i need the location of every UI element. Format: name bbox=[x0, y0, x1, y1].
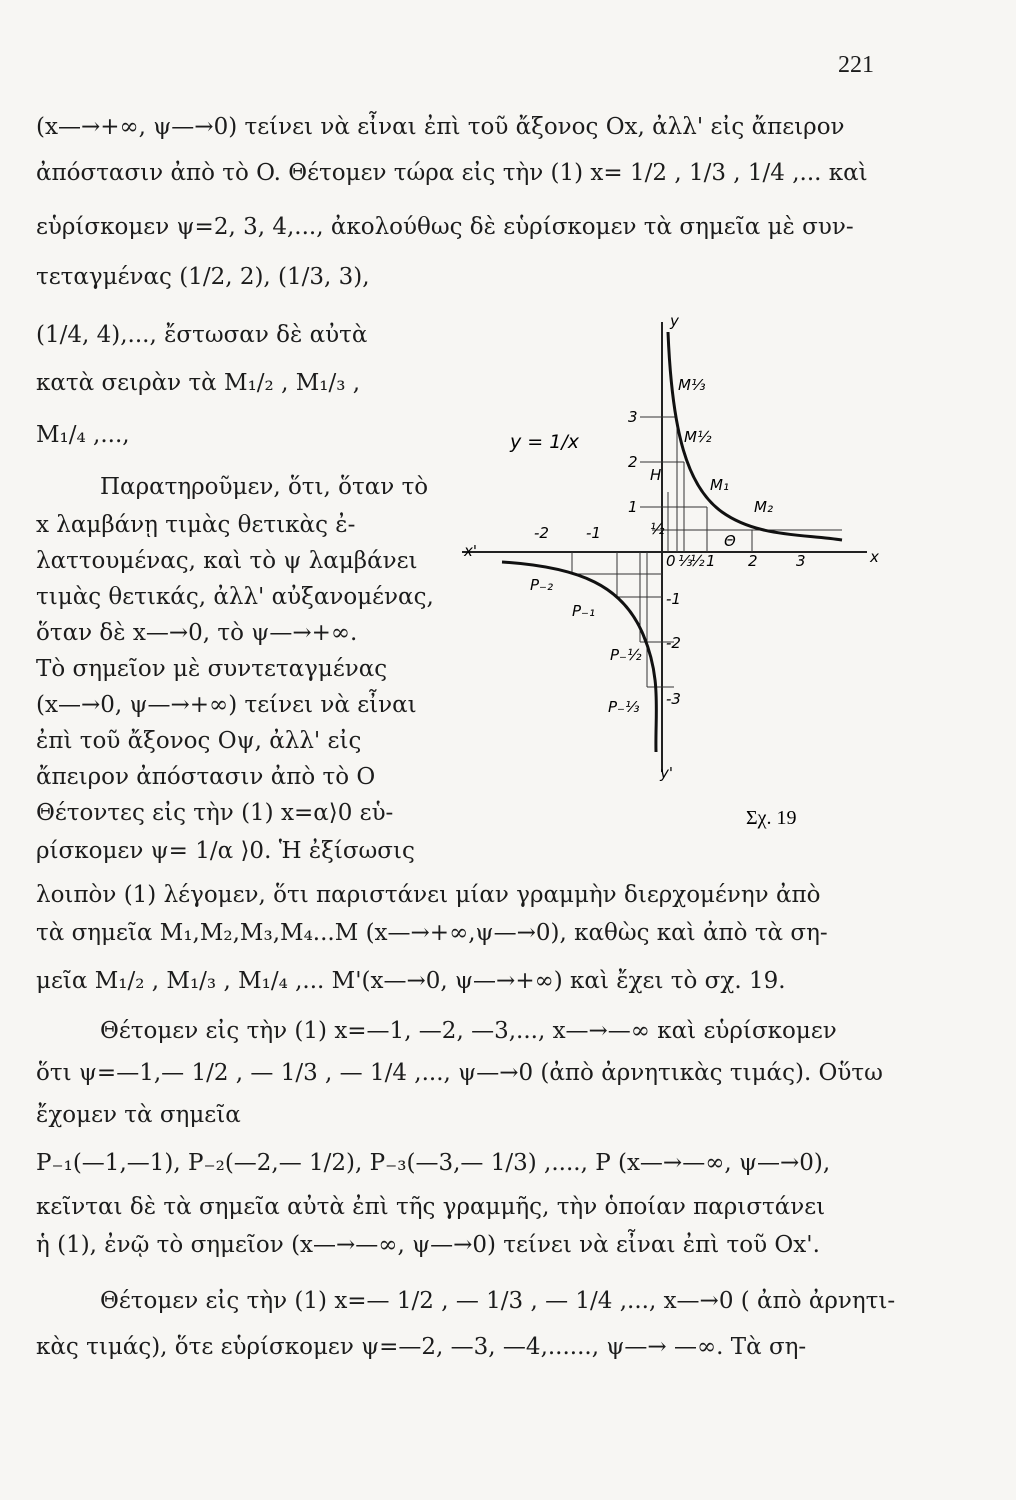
body-line: Θέτομεν εἰς τὴν (1) x=—1, —2, —3,..., x—→—∞ καὶ εὑρίσκομεν bbox=[100, 1018, 837, 1044]
x-tick-label: -1 bbox=[586, 524, 601, 542]
equation-label: y = 1/x bbox=[510, 431, 579, 453]
body-line: κεῖνται δὲ τὰ σημεῖα αὐτὰ ἐπὶ τῆς γραμμῆς, τὴν ὁποίαν παριστάνει bbox=[36, 1194, 826, 1220]
body-line: τὰ σημεῖα M₁,M₂,M₃,M₄...M (x—→+∞,ψ—→0), καθὼς καὶ ἀπὸ τὰ ση- bbox=[36, 920, 828, 946]
x-tick-label: 1 bbox=[706, 552, 716, 570]
body-line: ἐπὶ τοῦ ἄξονος Oψ, ἀλλ' εἰς bbox=[36, 728, 362, 754]
figure-caption: Σχ. 19 bbox=[746, 807, 797, 829]
point-label-theta: Θ bbox=[724, 532, 736, 550]
body-line: x λαμβάνῃ τιμὰς θετικὰς ἐ- bbox=[36, 512, 356, 538]
body-line: τιμὰς θετικάς, ἀλλ' αὐξανομένας, bbox=[36, 584, 434, 610]
x-axis-label: x bbox=[870, 548, 879, 566]
body-line: ἀπόστασιν ἀπὸ τὸ O. Θέτομεν τώρα εἰς τὴν (1) x= 1/2 , 1/3 , 1/4 ,... καὶ bbox=[36, 160, 868, 186]
hyperbola-figure bbox=[462, 312, 882, 832]
y-tick-label: 3 bbox=[628, 408, 638, 426]
y-prime-axis-label: y' bbox=[660, 764, 674, 782]
y-tick-label: -3 bbox=[666, 690, 681, 708]
point-label-p-minus-third: P₋⅓ bbox=[608, 698, 640, 716]
y-tick-label: ½ bbox=[650, 520, 665, 538]
body-line: λοιπὸν (1) λέγομεν, ὅτι παριστάνει μίαν γραμμὴν διερχομένην ἀπὸ bbox=[36, 882, 821, 908]
body-line: (x—→0, ψ—→+∞) τείνει νὰ εἶναι bbox=[36, 692, 417, 718]
point-label-p-minus1: P₋₁ bbox=[572, 602, 595, 620]
y-tick-label: -1 bbox=[666, 590, 681, 608]
x-tick-label: 3 bbox=[796, 552, 806, 570]
point-label-m-third: M⅓ bbox=[678, 376, 706, 394]
body-line: Θέτοντες εἰς τὴν (1) x=α⟩0 εὑ- bbox=[36, 800, 394, 826]
grid-first-quadrant bbox=[640, 417, 842, 552]
body-line: ἡ (1), ἐνῷ τὸ σημεῖον (x—→—∞, ψ—→0) τείνει νὰ εἶναι ἐπὶ τοῦ Ox'. bbox=[36, 1232, 820, 1258]
point-label-m-half: M½ bbox=[684, 428, 712, 446]
page-number: 221 bbox=[838, 52, 874, 78]
body-line: ἄπειρον ἀπόστασιν ἀπὸ τὸ O bbox=[36, 764, 376, 790]
origin-label: 0 bbox=[666, 552, 676, 570]
body-line: εὑρίσκομεν ψ=2, 3, 4,..., ἀκολούθως δὲ εὑρίσκομεν τὰ σημεῖα μὲ συν- bbox=[36, 214, 854, 240]
point-label-m1: M₁ bbox=[710, 476, 729, 494]
point-label-p-minus-half: P₋½ bbox=[610, 646, 642, 664]
body-line: Τὸ σημεῖον μὲ συντεταγμένας bbox=[36, 656, 388, 682]
body-line: μεῖα M₁/₂ , M₁/₃ , M₁/₄ ,... M'(x—→0, ψ—→+∞) καὶ ἔχει τὸ σχ. 19. bbox=[36, 968, 786, 994]
x-tick-label: ⅓ bbox=[678, 552, 693, 570]
body-line: M₁/₄ ,..., bbox=[36, 422, 130, 448]
x-tick-label: -2 bbox=[534, 524, 549, 542]
x-tick-label: ½ bbox=[690, 552, 705, 570]
y-tick-label: -2 bbox=[666, 634, 681, 652]
body-line: λαττουμένας, καὶ τὸ ψ λαμβάνει bbox=[36, 548, 418, 574]
body-line: P₋₁(—1,—1), P₋₂(—2,— 1/2), P₋₃(—3,— 1/3) ,...., P (x—→—∞, ψ—→0), bbox=[36, 1150, 831, 1176]
body-line: κατὰ σειρὰν τὰ M₁/₂ , M₁/₃ , bbox=[36, 370, 361, 396]
y-tick-label: 1 bbox=[628, 498, 638, 516]
point-label-m2: M₂ bbox=[754, 498, 773, 516]
body-line: Θέτομεν εἰς τὴν (1) x=— 1/2 , — 1/3 , — 1/4 ,..., x—→0 ( ἀπὸ ἀρνητι- bbox=[100, 1288, 896, 1314]
body-line: ρίσκομεν ψ= 1/α ⟩0. Ἡ ἐξίσωσις bbox=[36, 838, 415, 864]
hyperbola-diagram bbox=[462, 312, 882, 832]
x-prime-axis-label: x' bbox=[464, 542, 478, 560]
body-line: Παρατηροῦμεν, ὅτι, ὅταν τὸ bbox=[100, 474, 429, 500]
y-tick-label: 2 bbox=[628, 453, 638, 471]
body-line: ὅταν δὲ x—→0, τὸ ψ—→+∞. bbox=[36, 620, 358, 646]
body-line: (1/4, 4),..., ἔστωσαν δὲ αὐτὰ bbox=[36, 322, 368, 348]
body-line: ἔχομεν τὰ σημεῖα bbox=[36, 1102, 241, 1128]
x-tick-label: 2 bbox=[748, 552, 758, 570]
body-line: ὅτι ψ=—1,— 1/2 , — 1/3 , — 1/4 ,..., ψ—→0 (ἀπὸ ἀρνητικὰς τιμάς). Οὕτω bbox=[36, 1060, 883, 1086]
point-label-p-minus2: P₋₂ bbox=[530, 576, 553, 594]
body-line: (x—→+∞, ψ—→0) τείνει νὰ εἶναι ἐπὶ τοῦ ἄξονος Ox, ἀλλ' εἰς ἄπειρον bbox=[36, 114, 845, 140]
y-axis-label: y bbox=[670, 312, 679, 330]
body-line: τεταγμένας (1/2, 2), (1/3, 3), bbox=[36, 264, 370, 290]
body-line: κὰς τιμάς), ὅτε εὑρίσκομεν ψ=—2, —3, —4,......, ψ—→ —∞. Τὰ ση- bbox=[36, 1334, 807, 1360]
point-label-h: H bbox=[650, 466, 662, 484]
